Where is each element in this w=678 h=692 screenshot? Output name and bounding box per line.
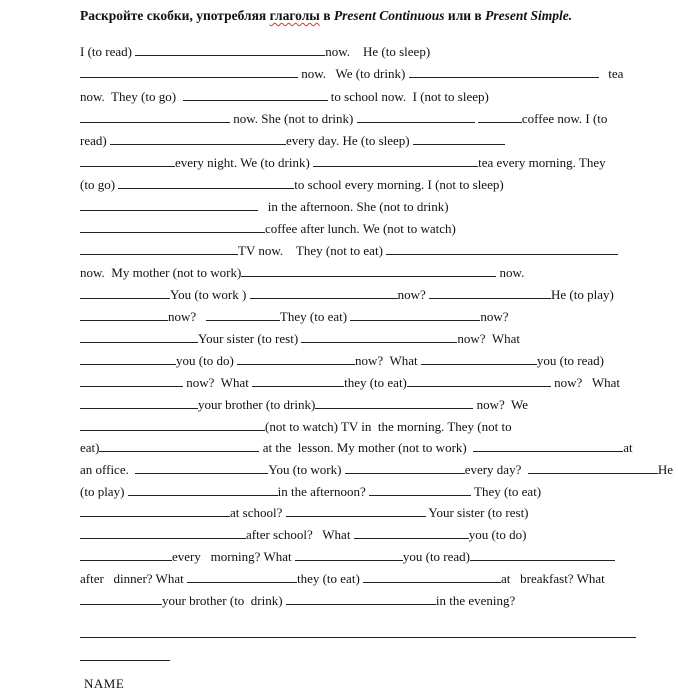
- answer-blank[interactable]: [99, 440, 259, 452]
- exercise-text-segment: You (to work): [268, 462, 345, 477]
- answer-blank[interactable]: [386, 243, 618, 255]
- answer-blank[interactable]: [286, 505, 426, 517]
- exercise-text-segment: in the afternoon?: [277, 484, 369, 499]
- exercise-text-segment: an office.: [80, 462, 136, 477]
- title-tense-2: Present Simple.: [485, 8, 573, 23]
- answer-blank[interactable]: [528, 462, 658, 474]
- answer-blank[interactable]: [135, 462, 268, 474]
- exercise-text-segment: you (to do): [468, 527, 527, 542]
- exercise-text-segment: now? What: [457, 331, 520, 346]
- answer-blank[interactable]: [80, 309, 168, 321]
- exercise-text-segment: now. He (to sleep): [325, 44, 431, 59]
- answer-blank[interactable]: [80, 199, 258, 211]
- answer-blank[interactable]: [80, 593, 162, 605]
- exercise-text-segment: to school every morning. I (not to sleep): [294, 177, 504, 192]
- exercise-line: [80, 460, 674, 480]
- exercise-line: [80, 153, 640, 173]
- answer-blank[interactable]: [80, 111, 230, 123]
- answer-blank[interactable]: [315, 397, 473, 409]
- answer-blank[interactable]: [80, 353, 176, 365]
- answer-blank[interactable]: [313, 155, 478, 167]
- exercise-line: [80, 329, 640, 349]
- exercise-line: [80, 197, 640, 217]
- answer-blank[interactable]: [135, 44, 325, 56]
- answer-blank[interactable]: [357, 111, 475, 123]
- page-title: [80, 8, 660, 24]
- exercise-line: [80, 285, 640, 305]
- answer-blank[interactable]: [80, 243, 238, 255]
- answer-blank[interactable]: [80, 419, 265, 431]
- answer-blank[interactable]: [80, 397, 198, 409]
- exercise-line: [80, 373, 640, 393]
- exercise-text-segment: eat): [80, 440, 100, 455]
- exercise-text-segment: you (to read): [536, 353, 604, 368]
- exercise-text-segment: He (to play): [551, 287, 614, 302]
- exercise-text-segment: now?: [168, 309, 206, 324]
- exercise-text-segment: tea every morning. They: [478, 155, 606, 170]
- answer-blank[interactable]: [478, 111, 522, 123]
- exercise-text-segment: after school? What: [246, 527, 354, 542]
- answer-blank[interactable]: [80, 331, 198, 343]
- answer-blank[interactable]: [80, 221, 265, 233]
- title-text-2: в: [319, 8, 334, 23]
- exercise-line: [80, 547, 640, 567]
- exercise-line: [80, 175, 640, 195]
- exercise-line: [80, 42, 640, 62]
- answer-line-full: [80, 637, 636, 638]
- exercise-text-segment: I (to read): [80, 44, 136, 59]
- answer-blank[interactable]: [252, 375, 344, 387]
- exercise-text-segment: after dinner? What: [80, 571, 187, 586]
- answer-blank[interactable]: [369, 484, 471, 496]
- exercise-text-segment: They (to eat): [470, 484, 542, 499]
- exercise-text-segment: tea: [598, 66, 624, 81]
- answer-blank[interactable]: [206, 309, 280, 321]
- exercise-line: [80, 569, 640, 589]
- exercise-line: [80, 87, 640, 107]
- exercise-line: [80, 307, 640, 327]
- exercise-text-segment: now. They (to go): [80, 89, 183, 104]
- exercise-text-segment: (not to watch) TV in the morning. They (not to: [265, 419, 512, 434]
- exercise-text-segment: at the lesson. My mother (not to work): [259, 440, 474, 455]
- exercise-line: [80, 395, 640, 415]
- exercise-text-segment: They (to eat): [279, 309, 351, 324]
- exercise-text-segment: they (to eat): [296, 571, 364, 586]
- exercise-text-segment: now? What: [355, 353, 421, 368]
- answer-blank[interactable]: [118, 177, 294, 189]
- exercise-text-segment: now. My mother (not to work): [80, 265, 242, 280]
- exercise-line: [80, 503, 640, 523]
- exercise-text-segment: Your sister (to rest): [425, 505, 529, 520]
- exercise-line: [80, 351, 640, 371]
- answer-blank[interactable]: [80, 505, 230, 517]
- exercise-text-segment: you (to read): [402, 549, 470, 564]
- exercise-text-segment: at breakfast? What: [501, 571, 605, 586]
- answer-blank[interactable]: [250, 287, 398, 299]
- answer-blank[interactable]: [286, 593, 436, 605]
- answer-blank[interactable]: [187, 571, 297, 583]
- exercise-text-segment: your brother (to drink): [162, 593, 286, 608]
- exercise-line: [80, 241, 640, 261]
- exercise-line: [80, 131, 640, 151]
- exercise-text-segment: read): [80, 133, 110, 148]
- exercise-text-segment: in the afternoon. She (not to drink): [258, 199, 449, 214]
- name-label: NAME: [84, 676, 125, 691]
- exercise-text-segment: every day?: [464, 462, 528, 477]
- answer-blank[interactable]: [301, 331, 457, 343]
- exercise-text-segment: (to go): [80, 177, 119, 192]
- answer-blank[interactable]: [421, 353, 537, 365]
- answer-blank[interactable]: [241, 265, 496, 277]
- title-tense-1: Present Continuous: [333, 8, 445, 23]
- answer-blank[interactable]: [429, 287, 551, 299]
- answer-blank[interactable]: [80, 549, 172, 561]
- exercise-text-segment: every night. We (to drink): [175, 155, 314, 170]
- exercise-line: [80, 417, 640, 437]
- exercise-line: [80, 109, 640, 129]
- exercise-text-segment: they (to eat): [344, 375, 407, 390]
- exercise-line: [80, 219, 640, 239]
- exercise-line: [80, 438, 640, 458]
- answer-blank[interactable]: [295, 549, 403, 561]
- exercise-text-segment: now.: [496, 265, 525, 280]
- title-text-1: Раскройте скобки, употребляя: [80, 8, 270, 23]
- answer-blank[interactable]: [363, 571, 501, 583]
- answer-blank[interactable]: [80, 375, 183, 387]
- answer-blank[interactable]: [473, 440, 623, 452]
- answer-blank[interactable]: [470, 549, 615, 561]
- exercise-text-segment: at: [623, 440, 633, 455]
- exercise-text-segment: your brother (to drink): [198, 397, 316, 412]
- title-text-3: или в: [444, 8, 486, 23]
- exercise-line: [80, 263, 640, 283]
- exercise-text-segment: TV now. They (not to eat): [238, 243, 387, 258]
- exercise-text-segment: now. She (not to drink): [230, 111, 357, 126]
- exercise-text-segment: You (to work ): [170, 287, 250, 302]
- answer-blank[interactable]: [110, 133, 286, 145]
- exercise-text-segment: coffee after lunch. We (not to watch): [265, 221, 456, 236]
- answer-blank[interactable]: [354, 527, 469, 539]
- answer-blank[interactable]: [413, 133, 505, 145]
- answer-blank[interactable]: [80, 155, 175, 167]
- exercise-text-segment: now? What: [183, 375, 253, 390]
- answer-blank[interactable]: [80, 287, 170, 299]
- exercise-line: [80, 482, 640, 502]
- exercise-text-segment: every morning? What: [172, 549, 295, 564]
- answer-blank[interactable]: [350, 309, 480, 321]
- exercise-text-segment: coffee now. I (to: [521, 111, 608, 126]
- answer-blank[interactable]: [407, 375, 551, 387]
- exercise-text-segment: in the evening?: [435, 593, 516, 608]
- exercise-text-segment: now? What: [550, 375, 620, 390]
- answer-blank[interactable]: [237, 353, 355, 365]
- exercise-text-segment: you (to do): [176, 353, 238, 368]
- exercise-line: [80, 591, 640, 611]
- exercise-text-segment: (to play): [80, 484, 128, 499]
- answer-blank[interactable]: [80, 527, 246, 539]
- answer-blank[interactable]: [80, 66, 298, 78]
- exercise-line: [80, 525, 640, 545]
- exercise-text-segment: now?: [480, 309, 509, 324]
- exercise-text-segment: every day. He (to sleep): [285, 133, 413, 148]
- title-misspelled-word: глаголы: [269, 8, 320, 23]
- exercise-text-segment: at school?: [230, 505, 286, 520]
- answer-blank[interactable]: [183, 89, 328, 101]
- exercise-text-segment: to school now. I (not to sleep): [327, 89, 489, 104]
- answer-blank[interactable]: [128, 484, 278, 496]
- exercise-text-segment: now? We: [473, 397, 529, 412]
- answer-blank[interactable]: [409, 66, 599, 78]
- exercise-text-segment: He: [657, 462, 674, 477]
- exercise-text-segment: Your sister (to rest): [198, 331, 302, 346]
- answer-blank[interactable]: [345, 462, 465, 474]
- answer-line-short: [80, 660, 170, 661]
- exercise-line: [80, 64, 640, 84]
- exercise-text-segment: now. We (to drink): [298, 66, 409, 81]
- exercise-text-segment: now?: [397, 287, 429, 302]
